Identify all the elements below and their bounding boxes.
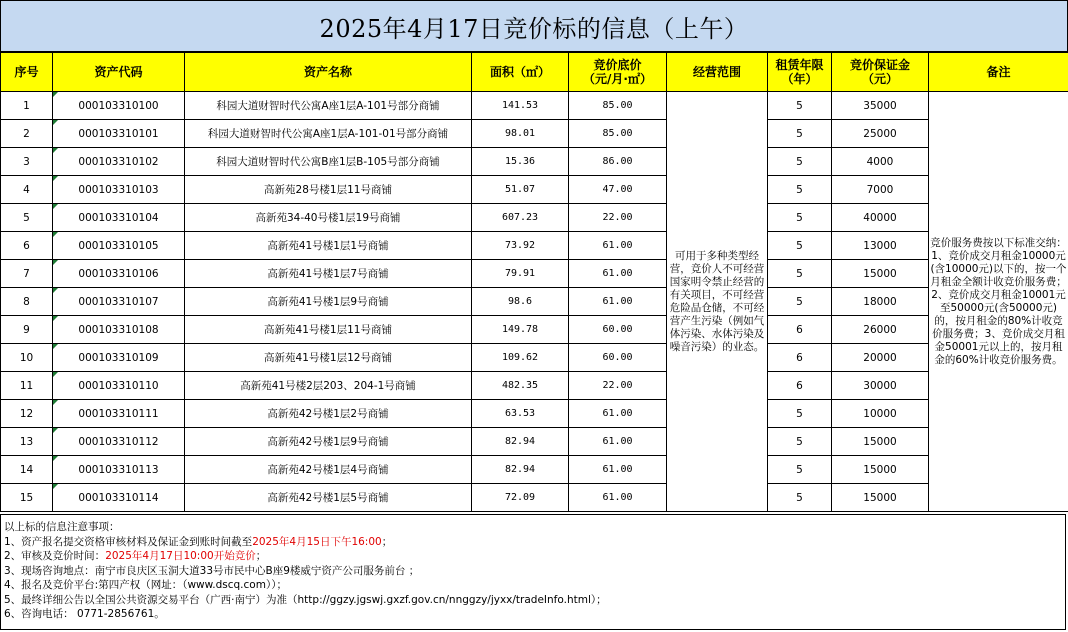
cell-code[interactable]: 000103310101 xyxy=(53,120,185,148)
note-line-3: 3、现场咨询地点：南宁市良庆区玉洞大道33号市民中心B座9楼威宁资产公司服务前台 ； xyxy=(4,564,420,577)
cell-price[interactable]: 61.00 xyxy=(569,288,667,316)
cell-price[interactable]: 61.00 xyxy=(569,232,667,260)
cell-price[interactable]: 85.00 xyxy=(569,120,667,148)
cell-code[interactable]: 000103310112 xyxy=(53,428,185,456)
cell-term[interactable]: 5 xyxy=(768,400,832,428)
cell-name[interactable]: 高新苑34-40号楼1层19号商铺 xyxy=(185,204,472,232)
notes-section[interactable] xyxy=(0,514,1066,630)
cell-deposit[interactable]: 20000 xyxy=(832,344,929,372)
header-deposit[interactable] xyxy=(832,53,929,92)
header-row xyxy=(1,53,1068,92)
cell-code[interactable]: 000103310104 xyxy=(53,204,185,232)
cell-price[interactable]: 22.00 xyxy=(569,204,667,232)
header-term[interactable] xyxy=(768,53,832,92)
cell-price[interactable]: 61.00 xyxy=(569,400,667,428)
cell-deposit[interactable]: 7000 xyxy=(832,176,929,204)
cell-seq[interactable]: 13 xyxy=(1,428,53,456)
cell-term[interactable]: 5 xyxy=(768,456,832,484)
note-2-text: 2、审核及竞价时间： xyxy=(4,550,106,562)
cell-area[interactable]: 79.91 xyxy=(472,260,569,288)
table-row xyxy=(1,400,1068,428)
header-price[interactable] xyxy=(569,53,667,92)
table-row xyxy=(1,288,1068,316)
table-row xyxy=(1,344,1068,372)
cell-name[interactable]: 科园大道财智时代公寓A座1层A-101号部分商铺 xyxy=(185,92,472,120)
cell-area[interactable]: 82.94 xyxy=(472,428,569,456)
cell-name[interactable]: 高新苑42号楼1层2号商铺 xyxy=(185,400,472,428)
note-line-4: 4、报名及竞价平台:第四产权（网址：（www.dscq.com））； xyxy=(4,579,287,591)
cell-term[interactable]: 6 xyxy=(768,372,832,400)
cell-name[interactable]: 高新苑42号楼1层9号商铺 xyxy=(185,428,472,456)
note-line-2 xyxy=(4,549,1062,564)
cell-seq[interactable]: 12 xyxy=(1,400,53,428)
cell-code[interactable]: 000103310109 xyxy=(53,344,185,372)
cell-name[interactable]: 高新苑41号楼1层7号商铺 xyxy=(185,260,472,288)
cell-area[interactable]: 82.94 xyxy=(472,456,569,484)
note-2-time: 2025年4月17日10:00开始竞价 xyxy=(105,550,256,562)
cell-price[interactable]: 86.00 xyxy=(569,148,667,176)
cell-name[interactable]: 科园大道财智时代公寓B座1层B-105号部分商铺 xyxy=(185,148,472,176)
cell-code[interactable]: 000103310100 xyxy=(53,92,185,120)
cell-name[interactable]: 高新苑41号楼2层203、204-1号商铺 xyxy=(185,372,472,400)
cell-price[interactable]: 61.00 xyxy=(569,484,667,512)
cell-term[interactable]: 5 xyxy=(768,148,832,176)
cell-area[interactable]: 109.62 xyxy=(472,344,569,372)
cell-code[interactable]: 000103310107 xyxy=(53,288,185,316)
note-line-6: 6、咨询电话： 0771-2856761。 xyxy=(4,608,165,620)
cell-name[interactable]: 高新苑41号楼1层9号商铺 xyxy=(185,288,472,316)
cell-code[interactable]: 000103310114 xyxy=(53,484,185,512)
cell-area[interactable]: 607.23 xyxy=(472,204,569,232)
cell-code[interactable]: 000103310108 xyxy=(53,316,185,344)
table-row xyxy=(1,232,1068,260)
cell-deposit[interactable]: 25000 xyxy=(832,120,929,148)
cell-deposit[interactable]: 35000 xyxy=(832,92,929,120)
asset-table xyxy=(0,52,1068,512)
cell-area[interactable]: 15.36 xyxy=(472,148,569,176)
cell-seq[interactable]: 5 xyxy=(1,204,53,232)
header-seq[interactable]: 序号 xyxy=(1,53,53,92)
header-remark[interactable]: 备注 xyxy=(929,53,1068,92)
cell-deposit[interactable]: 10000 xyxy=(832,400,929,428)
table-row xyxy=(1,456,1068,484)
cell-seq[interactable]: 6 xyxy=(1,232,53,260)
cell-code[interactable]: 000103310102 xyxy=(53,148,185,176)
cell-term[interactable]: 5 xyxy=(768,428,832,456)
cell-area[interactable]: 72.09 xyxy=(472,484,569,512)
cell-deposit[interactable]: 30000 xyxy=(832,372,929,400)
cell-price[interactable]: 47.00 xyxy=(569,176,667,204)
cell-area[interactable]: 51.07 xyxy=(472,176,569,204)
header-term-line1: 租赁年限 xyxy=(775,58,824,72)
cell-deposit[interactable]: 40000 xyxy=(832,204,929,232)
cell-deposit[interactable]: 26000 xyxy=(832,316,929,344)
cell-seq[interactable]: 9 xyxy=(1,316,53,344)
cell-deposit[interactable]: 4000 xyxy=(832,148,929,176)
header-name[interactable]: 资产名称 xyxy=(185,53,472,92)
table-row xyxy=(1,428,1068,456)
cell-name[interactable]: 高新苑42号楼1层5号商铺 xyxy=(185,484,472,512)
cell-area[interactable]: 73.92 xyxy=(472,232,569,260)
header-term-line2: （年） xyxy=(781,72,818,86)
cell-price[interactable]: 22.00 xyxy=(569,372,667,400)
cell-area[interactable]: 482.35 xyxy=(472,372,569,400)
header-price-line2: （元/月·㎡） xyxy=(583,72,652,86)
table-row xyxy=(1,484,1068,512)
cell-price[interactable]: 61.00 xyxy=(569,456,667,484)
note-1-end: ； xyxy=(381,535,393,548)
header-area[interactable]: 面积（㎡） xyxy=(472,53,569,92)
table-row xyxy=(1,148,1068,176)
sheet-title[interactable]: 2025年4月17日竞价标的信息（上午） xyxy=(0,0,1068,52)
cell-seq[interactable]: 8 xyxy=(1,288,53,316)
cell-area[interactable]: 98.6 xyxy=(472,288,569,316)
table-row xyxy=(1,176,1068,204)
cell-deposit[interactable]: 15000 xyxy=(832,456,929,484)
table-row xyxy=(1,260,1068,288)
cell-area[interactable]: 98.01 xyxy=(472,120,569,148)
cell-code[interactable]: 000103310113 xyxy=(53,456,185,484)
cell-code[interactable]: 000103310110 xyxy=(53,372,185,400)
cell-seq[interactable]: 11 xyxy=(1,372,53,400)
cell-code[interactable]: 000103310106 xyxy=(53,260,185,288)
cell-deposit[interactable]: 15000 xyxy=(832,428,929,456)
cell-term[interactable]: 5 xyxy=(768,204,832,232)
cell-name[interactable]: 高新苑41号楼1层1号商铺 xyxy=(185,232,472,260)
cell-term[interactable]: 6 xyxy=(768,316,832,344)
table-row xyxy=(1,120,1068,148)
cell-deposit[interactable]: 18000 xyxy=(832,288,929,316)
cell-seq[interactable]: 10 xyxy=(1,344,53,372)
cell-term[interactable]: 5 xyxy=(768,288,832,316)
cell-code[interactable]: 000103310105 xyxy=(53,232,185,260)
cell-code[interactable]: 000103310111 xyxy=(53,400,185,428)
cell-deposit[interactable]: 13000 xyxy=(832,232,929,260)
cell-price[interactable]: 61.00 xyxy=(569,260,667,288)
table-row xyxy=(1,204,1068,232)
cell-price[interactable]: 60.00 xyxy=(569,344,667,372)
note-2-end: ； xyxy=(255,550,267,562)
cell-price[interactable]: 85.00 xyxy=(569,92,667,120)
cell-area[interactable]: 141.53 xyxy=(472,92,569,120)
cell-term[interactable]: 5 xyxy=(768,176,832,204)
table-row xyxy=(1,316,1068,344)
table-row xyxy=(1,372,1068,400)
cell-name[interactable]: 高新苑41号楼1层11号商铺 xyxy=(185,316,472,344)
notes-heading: 以上标的信息注意事项： xyxy=(4,521,120,533)
cell-term[interactable]: 5 xyxy=(768,260,832,288)
cell-name[interactable]: 高新苑28号楼1层11号商铺 xyxy=(185,176,472,204)
cell-remark[interactable]: 竞价服务费按以下标准交纳：1、竞价成交月租金10000元(含10000元)以下的，按一个月租金全额计收竞价服务费；2、竞价成交月租金10001元至50000元(含50000元)的，按月租金的80%计收竞价服务费；3、竞价成交月租金50001元以上的，按月租金的60%计收竞价服务费。 xyxy=(929,92,1068,512)
cell-price[interactable]: 60.00 xyxy=(569,316,667,344)
cell-name[interactable]: 科园大道财智时代公寓A座1层A-101-01号部分商铺 xyxy=(185,120,472,148)
cell-seq[interactable]: 14 xyxy=(1,456,53,484)
cell-scope[interactable]: 可用于多种类型经营，竞价人不可经营国家明令禁止经营的有关项目，不可经营危险品仓储，不可经营产生污染（例如气体污染、水体污染及噪音污染）的业态。 xyxy=(667,92,768,512)
cell-term[interactable]: 5 xyxy=(768,120,832,148)
note-1-text: 1、资产报名提交资格审核材料及保证金到账时间截至 xyxy=(4,535,253,548)
header-deposit-line1: 竞价保证金 xyxy=(849,58,910,72)
cell-seq[interactable]: 15 xyxy=(1,484,53,512)
cell-seq[interactable]: 2 xyxy=(1,120,53,148)
cell-term[interactable]: 5 xyxy=(768,92,832,120)
header-price-line1: 竞价底价 xyxy=(593,58,642,72)
cell-price[interactable]: 61.00 xyxy=(569,428,667,456)
cell-name[interactable]: 高新苑42号楼1层4号商铺 xyxy=(185,456,472,484)
table-row xyxy=(1,92,1068,120)
cell-term[interactable]: 5 xyxy=(768,232,832,260)
header-scope[interactable]: 经营范围 xyxy=(667,53,768,92)
cell-deposit[interactable]: 15000 xyxy=(832,260,929,288)
cell-area[interactable]: 63.53 xyxy=(472,400,569,428)
cell-name[interactable]: 高新苑41号楼1层12号商铺 xyxy=(185,344,472,372)
cell-seq[interactable]: 7 xyxy=(1,260,53,288)
note-line-5: 5、最终详细公告以全国公共资源交易平台（广西·南宁）为准（http://ggzy.jgswj.gxzf.gov.cn/nnggzy/jyxx/tradeInfo.html）； xyxy=(4,593,607,606)
cell-area[interactable]: 149.78 xyxy=(472,316,569,344)
header-code[interactable]: 资产代码 xyxy=(53,53,185,92)
cell-seq[interactable]: 4 xyxy=(1,176,53,204)
cell-deposit[interactable]: 15000 xyxy=(832,484,929,512)
cell-seq[interactable]: 1 xyxy=(1,92,53,120)
cell-seq[interactable]: 3 xyxy=(1,148,53,176)
header-deposit-line2: （元） xyxy=(861,72,898,86)
note-1-deadline: 2025年4月15日下午16:00 xyxy=(252,535,382,548)
cell-term[interactable]: 5 xyxy=(768,484,832,512)
note-line-1 xyxy=(4,535,1062,550)
cell-term[interactable]: 6 xyxy=(768,344,832,372)
cell-code[interactable]: 000103310103 xyxy=(53,176,185,204)
